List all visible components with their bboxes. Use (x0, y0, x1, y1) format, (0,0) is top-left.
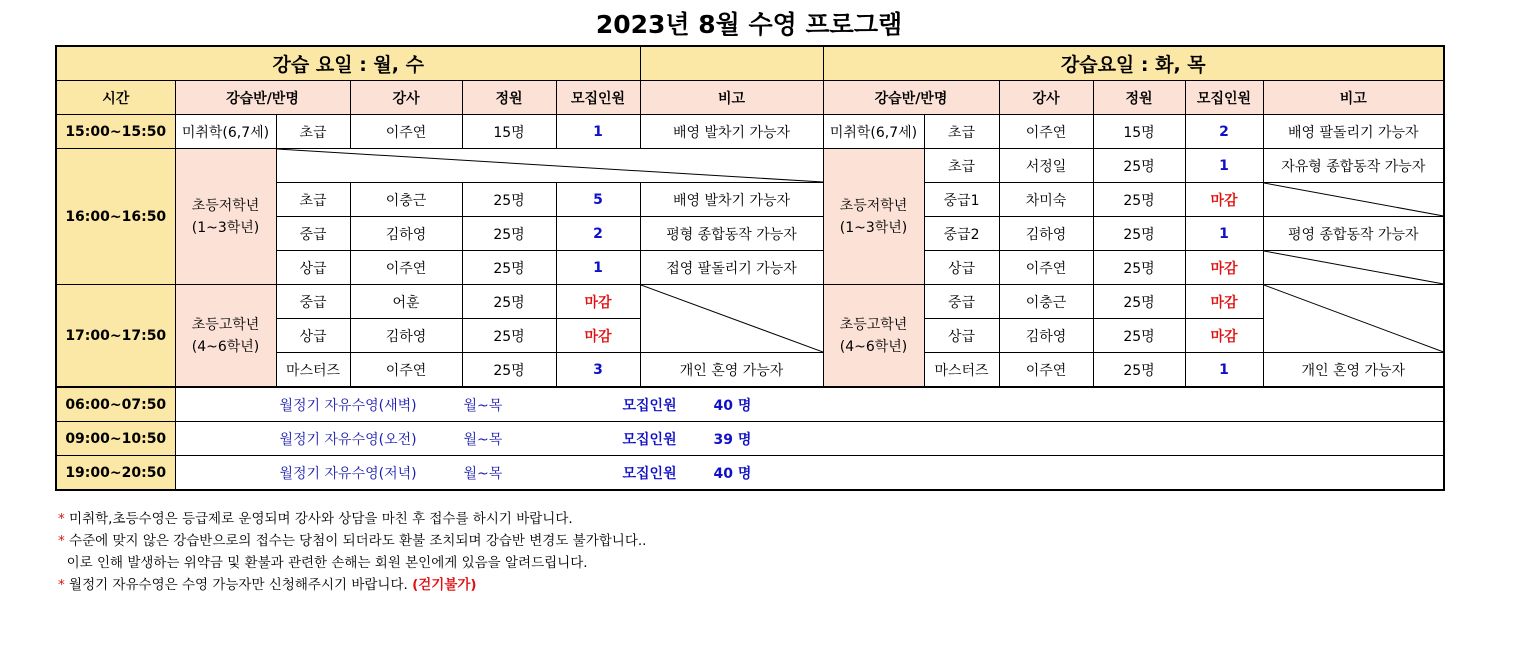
level: 중급2 (924, 217, 999, 251)
free-swim-name: 월정기 자유수영(오전) (279, 431, 417, 448)
col-note-right: 비고 (1263, 81, 1444, 115)
teacher: 이주연 (999, 353, 1093, 388)
col-class-left: 강습반/반명 (175, 81, 350, 115)
recruit-count: 1 (1185, 149, 1263, 183)
level: 초급 (276, 115, 350, 149)
free-swim-detail (175, 456, 1444, 491)
group-line-1: 초등고학년 (191, 316, 260, 333)
recruit-count: 1 (1185, 353, 1263, 388)
quota: 15명 (1093, 115, 1185, 149)
header-blank (640, 46, 823, 81)
quota: 25명 (1093, 217, 1185, 251)
group-line-2: (4~6학년) (191, 338, 260, 355)
note: 자유형 종합동작 가능자 (1263, 149, 1444, 183)
quota: 25명 (462, 319, 556, 353)
level: 중급 (276, 217, 350, 251)
teacher: 김하영 (350, 217, 462, 251)
note-text: 월정기 자유수영은 수영 가능자만 신청해주시기 바랍니다. (64, 577, 413, 593)
asterisk-icon: * (58, 577, 65, 593)
empty-slash-cell (276, 149, 823, 183)
time-slot: 19:00~20:50 (56, 456, 175, 491)
time-slot: 06:00~07:50 (56, 387, 175, 422)
level: 초급 (924, 115, 999, 149)
recruit-closed: 마감 (556, 285, 640, 319)
level: 마스터즈 (276, 353, 350, 388)
time-slot: 16:00~16:50 (56, 149, 175, 285)
group-line-1: 초등저학년 (191, 197, 260, 214)
table-row (56, 115, 1444, 149)
free-swim-detail (175, 387, 1444, 422)
col-class-right: 강습반/반명 (823, 81, 999, 115)
time-slot: 15:00~15:50 (56, 115, 175, 149)
note: 배영 발차기 가능자 (640, 183, 823, 217)
column-header-row (56, 81, 1444, 115)
note: 배영 팔돌리기 가능자 (1263, 115, 1444, 149)
empty-slash-cell (640, 285, 823, 353)
teacher: 이주연 (999, 115, 1093, 149)
group-label (823, 149, 924, 285)
col-teacher-left: 강사 (350, 81, 462, 115)
note: 개인 혼영 가능자 (640, 353, 823, 388)
group-label (823, 285, 924, 388)
quota: 25명 (1093, 319, 1185, 353)
level: 상급 (276, 251, 350, 285)
free-swim-name: 월정기 자유수영(저녁) (279, 465, 417, 482)
note: 개인 혼영 가능자 (1263, 353, 1444, 388)
teacher: 차미숙 (999, 183, 1093, 217)
page-title: 2023년 8월 수영 프로그램 (595, 10, 903, 39)
recruit-count: 3 (556, 353, 640, 388)
free-swim-recruit-label: 모집인원 (622, 431, 677, 448)
quota: 25명 (462, 217, 556, 251)
empty-slash-cell (1263, 251, 1444, 285)
recruit-count: 2 (556, 217, 640, 251)
free-swim-days: 월~목 (463, 431, 503, 448)
group-label: 미취학(6,7세) (175, 115, 276, 149)
teacher: 이주연 (350, 353, 462, 388)
note-line (58, 574, 646, 596)
recruit-count: 5 (556, 183, 640, 217)
free-swim-count: 40 명 (713, 397, 752, 414)
teacher: 이주연 (999, 251, 1093, 285)
level: 중급 (924, 285, 999, 319)
level: 상급 (924, 251, 999, 285)
note-line (58, 508, 646, 530)
recruit-closed: 마감 (1185, 319, 1263, 353)
time-slot: 17:00~17:50 (56, 285, 175, 388)
recruit-closed: 마감 (1185, 251, 1263, 285)
quota: 25명 (462, 353, 556, 388)
quota: 25명 (462, 285, 556, 319)
col-time: 시간 (56, 81, 175, 115)
note: 평형 종합동작 가능자 (640, 217, 823, 251)
level: 중급1 (924, 183, 999, 217)
col-recruit-right: 모집인원 (1185, 81, 1263, 115)
recruit-count: 1 (556, 115, 640, 149)
free-swim-recruit-label: 모집인원 (622, 397, 677, 414)
free-swim-detail (175, 422, 1444, 456)
free-swim-days: 월~목 (463, 397, 503, 414)
col-recruit-left: 모집인원 (556, 81, 640, 115)
col-note-left: 비고 (640, 81, 823, 115)
empty-slash-cell (1263, 183, 1444, 217)
col-teacher-right: 강사 (999, 81, 1093, 115)
free-swim-name: 월정기 자유수영(새벽) (279, 397, 417, 414)
teacher: 어훈 (350, 285, 462, 319)
free-swim-row (56, 456, 1444, 491)
note-text: 미취학,초등수영은 등급제로 운영되며 강사와 상담을 마친 후 접수를 하시기 바랍니다. (64, 511, 573, 527)
recruit-count: 1 (556, 251, 640, 285)
note-line (58, 552, 646, 574)
recruit-closed: 마감 (556, 319, 640, 353)
level: 상급 (276, 319, 350, 353)
quota: 25명 (462, 251, 556, 285)
level: 마스터즈 (924, 353, 999, 388)
recruit-count: 1 (1185, 217, 1263, 251)
asterisk-icon: * (58, 533, 65, 549)
group-line-2: (4~6학년) (839, 338, 908, 355)
note-line (58, 530, 646, 552)
teacher: 김하영 (999, 217, 1093, 251)
teacher: 김하영 (999, 319, 1093, 353)
teacher: 이주연 (350, 115, 462, 149)
teacher: 이주연 (350, 251, 462, 285)
col-quota-right: 정원 (1093, 81, 1185, 115)
col-quota-left: 정원 (462, 81, 556, 115)
note-warning: (걷기불가) (412, 577, 477, 593)
level: 상급 (924, 319, 999, 353)
teacher: 이충근 (350, 183, 462, 217)
level: 초급 (276, 183, 350, 217)
table-row (56, 285, 1444, 319)
note-text: 수준에 맞지 않은 강습반으로의 접수는 당첨이 되더라도 환불 조치되며 강습반 변경도 불가합니다.. (64, 533, 647, 549)
asterisk-icon: * (58, 511, 65, 527)
teacher: 김하영 (350, 319, 462, 353)
left-days-header: 강습 요일 : 월, 수 (56, 46, 640, 81)
free-swim-recruit-label: 모집인원 (622, 465, 677, 482)
level: 중급 (276, 285, 350, 319)
quota: 25명 (1093, 183, 1185, 217)
free-swim-row (56, 422, 1444, 456)
group-line-1: 초등저학년 (839, 197, 908, 214)
recruit-count: 2 (1185, 115, 1263, 149)
free-swim-count: 39 명 (713, 431, 752, 448)
empty-slash-cell (1263, 285, 1444, 353)
note: 평영 종합동작 가능자 (1263, 217, 1444, 251)
group-line-2: (1~3학년) (191, 219, 260, 236)
note: 배영 발차기 가능자 (640, 115, 823, 149)
recruit-closed: 마감 (1185, 285, 1263, 319)
quota: 15명 (462, 115, 556, 149)
table-row (56, 149, 1444, 183)
free-swim-row (56, 387, 1444, 422)
free-swim-count: 40 명 (713, 465, 752, 482)
quota: 25명 (1093, 353, 1185, 388)
group-label: 미취학(6,7세) (823, 115, 924, 149)
note: 접영 팔돌리기 가능자 (640, 251, 823, 285)
level: 초급 (924, 149, 999, 183)
recruit-closed: 마감 (1185, 183, 1263, 217)
note-text: 이로 인해 발생하는 위약금 및 환불과 관련한 손해는 회원 본인에게 있음을 알려드립니다. (58, 555, 588, 571)
group-label (175, 285, 276, 388)
days-header-row (56, 46, 1444, 81)
quota: 25명 (1093, 285, 1185, 319)
schedule-table (55, 45, 1445, 491)
time-slot: 09:00~10:50 (56, 422, 175, 456)
group-line-2: (1~3학년) (839, 219, 908, 236)
quota: 25명 (462, 183, 556, 217)
notes (58, 508, 646, 596)
quota: 25명 (1093, 149, 1185, 183)
group-line-1: 초등고학년 (839, 316, 908, 333)
teacher: 이충근 (999, 285, 1093, 319)
right-days-header: 강습요일 : 화, 목 (823, 46, 1444, 81)
free-swim-days: 월~목 (463, 465, 503, 482)
group-label (175, 149, 276, 285)
teacher: 서정일 (999, 149, 1093, 183)
quota: 25명 (1093, 251, 1185, 285)
